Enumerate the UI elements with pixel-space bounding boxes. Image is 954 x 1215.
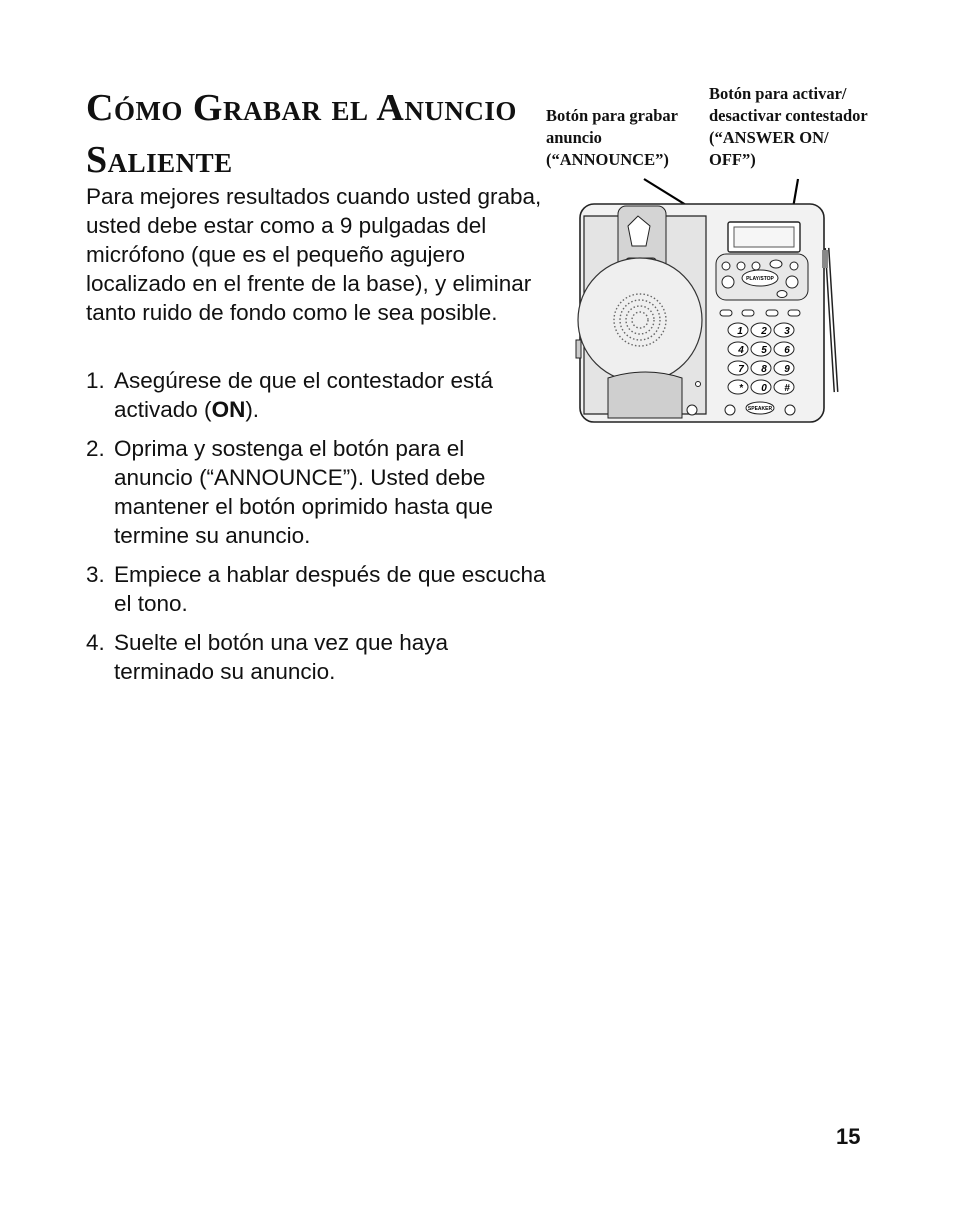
step-number: 1. [86, 368, 105, 393]
step-bold-term: ON [211, 397, 246, 422]
step-text: Asegúrese de que el contestador está activado ( [114, 368, 494, 422]
keypad-key-label: 8 [761, 364, 767, 375]
mute-button [725, 405, 735, 415]
callout-answer-on-off-button: Botón para activar/ desactivar contestador (“ANSWER ON/ OFF”) [709, 84, 868, 169]
speaker-grille [578, 258, 702, 382]
speaker-button-label: SPEAKER [747, 406, 773, 412]
step-2 [86, 434, 546, 550]
intro-paragraph: Para mejores resultados cuando usted graba, usted debe estar como a 9 pulgadas del micrófono (que es el pequeño agujero localizado en el frente de la base), y eliminar tanto ruido de fondo como le sea posible. [86, 184, 542, 325]
phone-base-illustration [560, 170, 860, 440]
panel-button [737, 262, 745, 270]
step-number: 3. [86, 562, 105, 587]
step-3 [86, 560, 546, 618]
function-button [788, 310, 800, 316]
step-number: 2. [86, 436, 105, 461]
keypad-key-label: 1 [737, 326, 743, 337]
panel-button [722, 262, 730, 270]
keypad-key-label: * [739, 383, 743, 394]
play-stop-label: PLAY/STOP [746, 276, 774, 282]
volume-up-button [786, 276, 798, 288]
redial-button [785, 405, 795, 415]
steps-list [86, 366, 546, 696]
keypad-key-label: 0 [761, 383, 767, 394]
page-title: Cómo Grabar el Anuncio Saliente [86, 87, 517, 181]
function-button [766, 310, 778, 316]
page-number: 15 [836, 1124, 861, 1149]
step-text: Suelte el botón una vez que haya terminado su anuncio. [114, 630, 449, 684]
page-button [687, 405, 697, 415]
keypad-key-label: 2 [761, 326, 767, 337]
keypad-key-label: 5 [761, 345, 767, 356]
charge-indicator-icon [696, 382, 701, 387]
callout-announce-button: Botón para grabar anuncio (“ANNOUNCE”) [546, 106, 678, 169]
keypad-key-label: 6 [784, 345, 790, 356]
function-button [720, 310, 732, 316]
step-text: Empiece a hablar después de que escucha el tono. [114, 562, 546, 616]
step-text: Oprima y sostenga el botón para el anuncio (“ANNOUNCE”). Usted debe mantener el botón oprimido hasta que termine su anuncio. [114, 436, 493, 548]
panel-button [752, 262, 760, 270]
keypad-key-label: 4 [738, 345, 744, 356]
keypad-key [728, 380, 748, 394]
keypad-key-label: 9 [784, 364, 790, 375]
step-text-end: ). [245, 397, 260, 422]
step-4 [86, 628, 546, 686]
keypad-key-label: 3 [784, 326, 790, 337]
answer-on-off-button [777, 291, 787, 298]
step-1 [86, 366, 546, 424]
volume-down-button [722, 276, 734, 288]
step-number: 4. [86, 630, 105, 655]
keypad-key-label: # [784, 383, 790, 394]
announce-button [770, 260, 782, 268]
keypad-key-label: 7 [738, 364, 744, 375]
function-button [742, 310, 754, 316]
panel-button [790, 262, 798, 270]
